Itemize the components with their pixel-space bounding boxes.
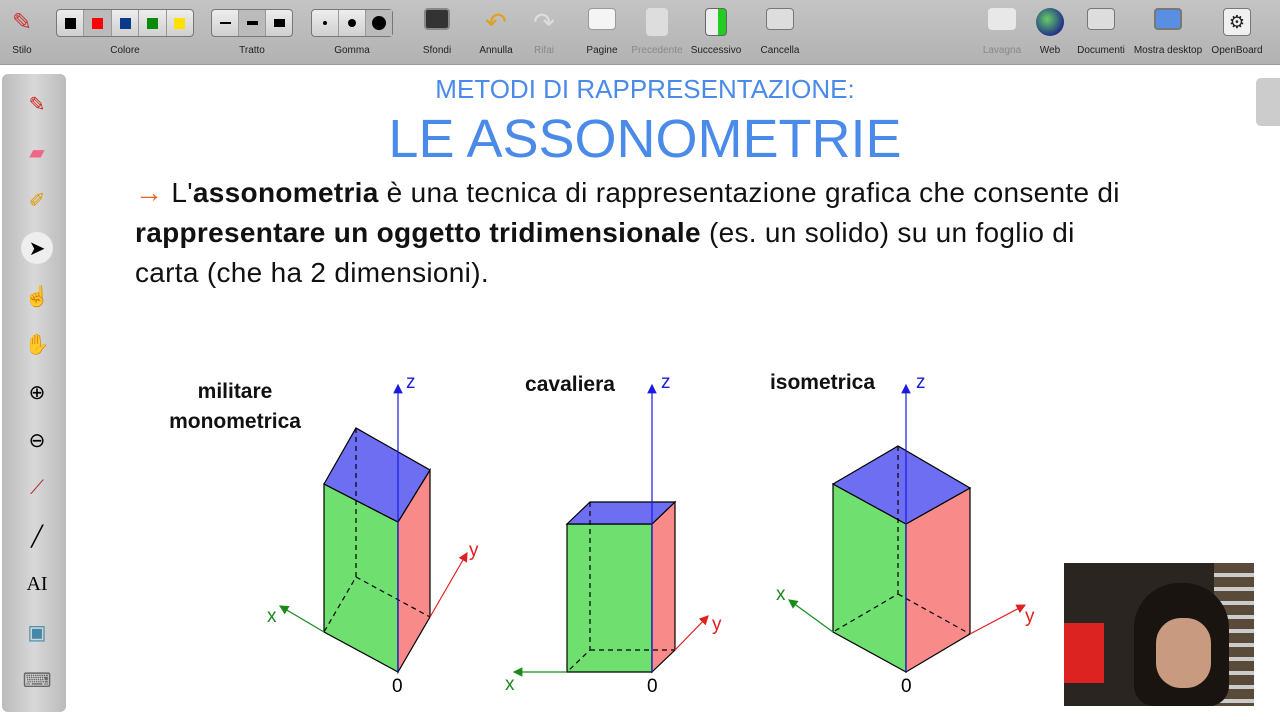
diagram-isometrica	[789, 385, 1025, 672]
gear-icon: ⚙	[1223, 8, 1251, 36]
origin-label: 0	[901, 676, 912, 697]
x-label: x	[267, 606, 277, 627]
redo-button[interactable]: ↷ Rifai	[524, 0, 564, 65]
diagram-cavaliera	[514, 385, 708, 672]
show-desktop-button[interactable]: Mostra desktop	[1132, 0, 1204, 65]
z-label: z	[916, 372, 926, 393]
zoom-out-icon[interactable]: ⊖	[28, 429, 46, 452]
x-label: x	[505, 674, 515, 695]
selector-tool-icon[interactable]: ➤	[21, 232, 53, 264]
capture-tool-icon[interactable]: ▣	[27, 621, 47, 644]
pen-tool-icon[interactable]: ✎	[28, 93, 46, 116]
line-tool-icon[interactable]: ╱	[30, 525, 44, 548]
highlighter-tool-icon[interactable]: ✐	[28, 189, 46, 212]
diagram-label-cavaliera: cavaliera	[525, 373, 615, 396]
origin-label: 0	[392, 676, 403, 697]
previous-button[interactable]: Precedente	[628, 0, 686, 65]
stilo-button[interactable]: ✎ Stilo	[2, 0, 42, 65]
next-button[interactable]: Successivo	[688, 0, 744, 65]
text-tool-icon[interactable]: AI	[26, 572, 48, 595]
slide-paragraph: → L'assonometria è una tecnica di rappresentazione grafica che consente di rappresentare un oggetto tridimensionale (es. un solido) su un foglio di carta (che ha 2 dimensioni).	[135, 177, 1120, 288]
color-group: Colore	[56, 0, 194, 65]
laser-pointer-icon[interactable]: ⟋	[30, 476, 44, 499]
board-button[interactable]: Lavagna	[982, 0, 1022, 65]
slide-title: LE ASSONOMETRIE	[388, 109, 902, 169]
arrow-icon: →	[135, 177, 164, 208]
diagram-label-militare: militare monometrica	[169, 380, 301, 433]
webcam-face	[1156, 618, 1211, 688]
undo-icon: ↶	[485, 7, 507, 37]
redo-icon: ↷	[533, 7, 555, 37]
origin-label: 0	[647, 676, 658, 697]
x-label: x	[776, 584, 786, 605]
webcam-red-object	[1064, 623, 1104, 683]
clear-button[interactable]: Cancella	[758, 0, 802, 65]
hand-tool-icon[interactable]: ✋	[24, 333, 50, 356]
stroke-group: Tratto	[211, 0, 293, 65]
slide-subtitle: METODI DI RAPPRESENTAZIONE:	[435, 74, 855, 104]
pages-button[interactable]: Pagine	[582, 0, 622, 65]
x-axis	[280, 606, 324, 632]
pen-icon: ✎	[11, 9, 33, 36]
keyboard-icon[interactable]: ⌨	[22, 669, 52, 692]
z-label: z	[661, 372, 671, 393]
y-label: y	[469, 540, 479, 561]
diagram-militare	[280, 385, 467, 672]
undo-button[interactable]: ↶ Annulla	[479, 7, 513, 56]
web-button[interactable]: Web	[1030, 0, 1070, 65]
z-label: z	[406, 372, 416, 393]
eraser-tool-icon[interactable]: ▰	[29, 141, 45, 164]
documents-button[interactable]: Documenti	[1076, 0, 1126, 65]
zoom-in-icon[interactable]: ⊕	[28, 381, 46, 404]
pointer-hand-icon[interactable]: ☝	[24, 285, 50, 308]
openboard-button[interactable]: ⚙ OpenBoard	[1210, 0, 1264, 65]
eraser-group: Gomma	[311, 0, 393, 65]
diagram-label-isometrica: isometrica	[769, 371, 876, 394]
y-label: y	[1025, 606, 1035, 627]
sfondi-button[interactable]: Sfondi	[417, 0, 457, 65]
webcam-overlay	[1064, 563, 1254, 706]
y-label: y	[712, 614, 722, 635]
y-axis	[430, 553, 467, 617]
